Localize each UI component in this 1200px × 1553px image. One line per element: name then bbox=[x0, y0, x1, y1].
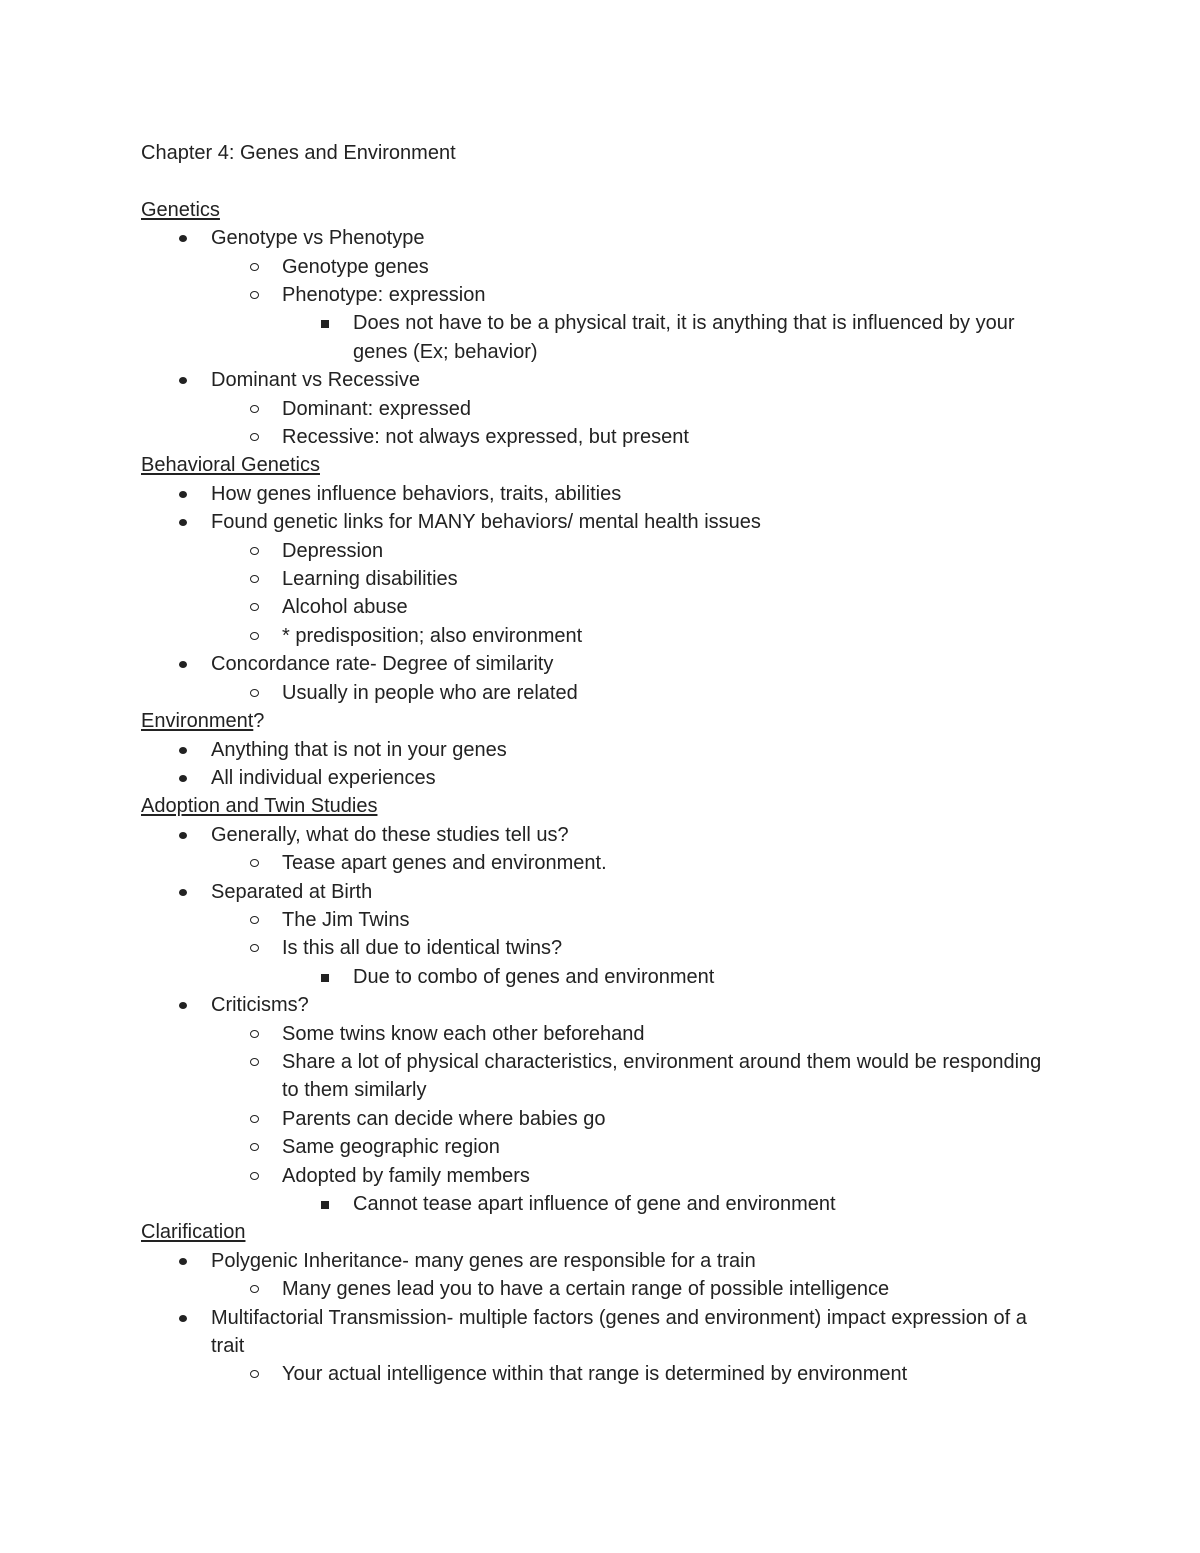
list-item bbox=[141, 281, 1061, 309]
bullet-list bbox=[141, 224, 1061, 451]
filled-circle-bullet-icon bbox=[179, 235, 187, 242]
list-item-text: Dominant vs Recessive bbox=[211, 369, 420, 392]
hollow-circle-bullet-icon bbox=[250, 1143, 259, 1151]
list-item bbox=[141, 537, 1061, 565]
hollow-circle-bullet-icon bbox=[250, 405, 259, 413]
list-item-text: Polygenic Inheritance- many genes are responsible for a train bbox=[211, 1249, 756, 1272]
list-item-text: Some twins know each other beforehand bbox=[282, 1022, 645, 1045]
list-item bbox=[141, 1162, 1061, 1190]
list-item-text: Same geographic region bbox=[282, 1136, 500, 1159]
filled-circle-bullet-icon bbox=[179, 1002, 187, 1009]
hollow-circle-bullet-icon bbox=[250, 575, 259, 583]
filled-square-bullet-icon bbox=[321, 320, 329, 328]
list-item-text: Your actual intelligence within that range is determined by environment bbox=[282, 1363, 908, 1386]
hollow-circle-bullet-icon bbox=[250, 632, 259, 640]
list-item bbox=[141, 565, 1061, 593]
hollow-circle-bullet-icon bbox=[250, 689, 259, 697]
list-item-text: * predisposition; also environment bbox=[282, 624, 583, 647]
hollow-circle-bullet-icon bbox=[250, 916, 259, 924]
section-heading-text: Adoption and Twin Studies bbox=[141, 795, 378, 818]
hollow-circle-bullet-icon bbox=[250, 603, 259, 611]
hollow-circle-bullet-icon bbox=[250, 1115, 259, 1123]
list-item bbox=[141, 679, 1061, 707]
list-item bbox=[141, 991, 1061, 1019]
hollow-circle-bullet-icon bbox=[250, 263, 259, 271]
section-heading bbox=[141, 792, 1061, 820]
list-item-text: Genotype genes bbox=[282, 255, 429, 278]
list-item bbox=[141, 963, 1061, 991]
list-item bbox=[141, 508, 1061, 536]
section-heading-text: Environment bbox=[141, 710, 254, 733]
list-item bbox=[141, 224, 1061, 252]
list-item bbox=[141, 1360, 1061, 1388]
section-heading bbox=[141, 1218, 1061, 1246]
bullet-list bbox=[141, 1247, 1061, 1389]
list-item-text: Many genes lead you to have a certain range of possible intelligence bbox=[282, 1278, 890, 1301]
list-item bbox=[141, 1105, 1061, 1133]
hollow-circle-bullet-icon bbox=[250, 547, 259, 555]
filled-circle-bullet-icon bbox=[179, 747, 187, 754]
list-item-text: Dominant: expressed bbox=[282, 397, 471, 420]
list-item-text: Share a lot of physical characteristics, environment around them would be responding to them similarly bbox=[282, 1050, 1042, 1102]
section-heading bbox=[141, 196, 1061, 224]
hollow-circle-bullet-icon bbox=[250, 1172, 259, 1180]
list-item-text: Parents can decide where babies go bbox=[282, 1107, 606, 1130]
list-item bbox=[141, 593, 1061, 621]
filled-circle-bullet-icon bbox=[179, 889, 187, 896]
list-item bbox=[141, 878, 1061, 906]
filled-circle-bullet-icon bbox=[179, 519, 187, 526]
filled-circle-bullet-icon bbox=[179, 775, 187, 782]
document-body bbox=[141, 196, 1061, 1389]
list-item bbox=[141, 1190, 1061, 1218]
list-item-text: Tease apart genes and environment. bbox=[282, 852, 607, 875]
list-item-text: Alcohol abuse bbox=[282, 596, 408, 619]
hollow-circle-bullet-icon bbox=[250, 1285, 259, 1293]
list-item-text: Concordance rate- Degree of similarity bbox=[211, 653, 554, 676]
list-item-text: Phenotype: expression bbox=[282, 284, 486, 307]
section-heading-text: Genetics bbox=[141, 198, 220, 221]
list-item bbox=[141, 906, 1061, 934]
filled-circle-bullet-icon bbox=[179, 661, 187, 668]
list-item-text: Multifactorial Transmission- multiple factors (genes and environment) impact expression of a trait bbox=[211, 1306, 1027, 1358]
section-heading-suffix: ? bbox=[253, 710, 265, 733]
list-item-text: Recessive: not always expressed, but present bbox=[282, 426, 689, 449]
list-item-text: How genes influence behaviors, traits, abilities bbox=[211, 482, 622, 505]
list-item-text: Found genetic links for MANY behaviors/ mental health issues bbox=[211, 511, 761, 534]
list-item-text: Separated at Birth bbox=[211, 880, 373, 903]
list-item-text: Genotype vs Phenotype bbox=[211, 227, 425, 250]
bullet-list bbox=[141, 821, 1061, 1219]
filled-circle-bullet-icon bbox=[179, 1258, 187, 1265]
list-item bbox=[141, 1247, 1061, 1275]
section-heading bbox=[141, 451, 1061, 479]
hollow-circle-bullet-icon bbox=[250, 1058, 259, 1066]
list-item bbox=[141, 764, 1061, 792]
list-item bbox=[141, 622, 1061, 650]
filled-circle-bullet-icon bbox=[179, 491, 187, 498]
list-item bbox=[141, 821, 1061, 849]
list-item-text: Due to combo of genes and environment bbox=[353, 965, 715, 988]
list-item bbox=[141, 1020, 1061, 1048]
document-page bbox=[141, 139, 1061, 1389]
filled-circle-bullet-icon bbox=[179, 377, 187, 384]
list-item bbox=[141, 1133, 1061, 1161]
list-item bbox=[141, 253, 1061, 281]
list-item bbox=[141, 1048, 1061, 1105]
list-item-text: Cannot tease apart influence of gene and environment bbox=[353, 1193, 836, 1216]
list-item bbox=[141, 480, 1061, 508]
section-heading-text: Clarification bbox=[141, 1221, 246, 1244]
list-item-text: All individual experiences bbox=[211, 766, 436, 789]
section-heading bbox=[141, 707, 1061, 735]
hollow-circle-bullet-icon bbox=[250, 1370, 259, 1378]
list-item-text: Criticisms? bbox=[211, 994, 309, 1017]
hollow-circle-bullet-icon bbox=[250, 291, 259, 299]
bullet-list bbox=[141, 736, 1061, 793]
list-item bbox=[141, 1275, 1061, 1303]
list-item bbox=[141, 650, 1061, 678]
list-item-text: Anything that is not in your genes bbox=[211, 738, 507, 761]
list-item-text: Learning disabilities bbox=[282, 568, 458, 591]
hollow-circle-bullet-icon bbox=[250, 944, 259, 952]
list-item-text: The Jim Twins bbox=[282, 908, 410, 931]
list-item-text: Depression bbox=[282, 539, 384, 562]
document-title: Chapter 4: Genes and Environment bbox=[141, 142, 456, 164]
filled-circle-bullet-icon bbox=[179, 832, 187, 839]
section-heading-text: Behavioral Genetics bbox=[141, 454, 320, 477]
hollow-circle-bullet-icon bbox=[250, 1030, 259, 1038]
list-item bbox=[141, 366, 1061, 394]
filled-circle-bullet-icon bbox=[179, 1315, 187, 1322]
hollow-circle-bullet-icon bbox=[250, 433, 259, 441]
list-item bbox=[141, 309, 1061, 366]
list-item bbox=[141, 736, 1061, 764]
list-item-text: Usually in people who are related bbox=[282, 681, 578, 704]
bullet-list bbox=[141, 480, 1061, 707]
list-item bbox=[141, 934, 1061, 962]
list-item bbox=[141, 849, 1061, 877]
hollow-circle-bullet-icon bbox=[250, 859, 259, 867]
list-item-text: Does not have to be a physical trait, it is anything that is influenced by your genes (Ex; behavior) bbox=[353, 312, 1015, 363]
filled-square-bullet-icon bbox=[321, 974, 329, 982]
list-item-text: Generally, what do these studies tell us? bbox=[211, 823, 569, 846]
list-item bbox=[141, 1304, 1061, 1361]
list-item bbox=[141, 423, 1061, 451]
list-item-text: Is this all due to identical twins? bbox=[282, 937, 563, 960]
list-item bbox=[141, 395, 1061, 423]
list-item-text: Adopted by family members bbox=[282, 1164, 530, 1187]
filled-square-bullet-icon bbox=[321, 1201, 329, 1209]
